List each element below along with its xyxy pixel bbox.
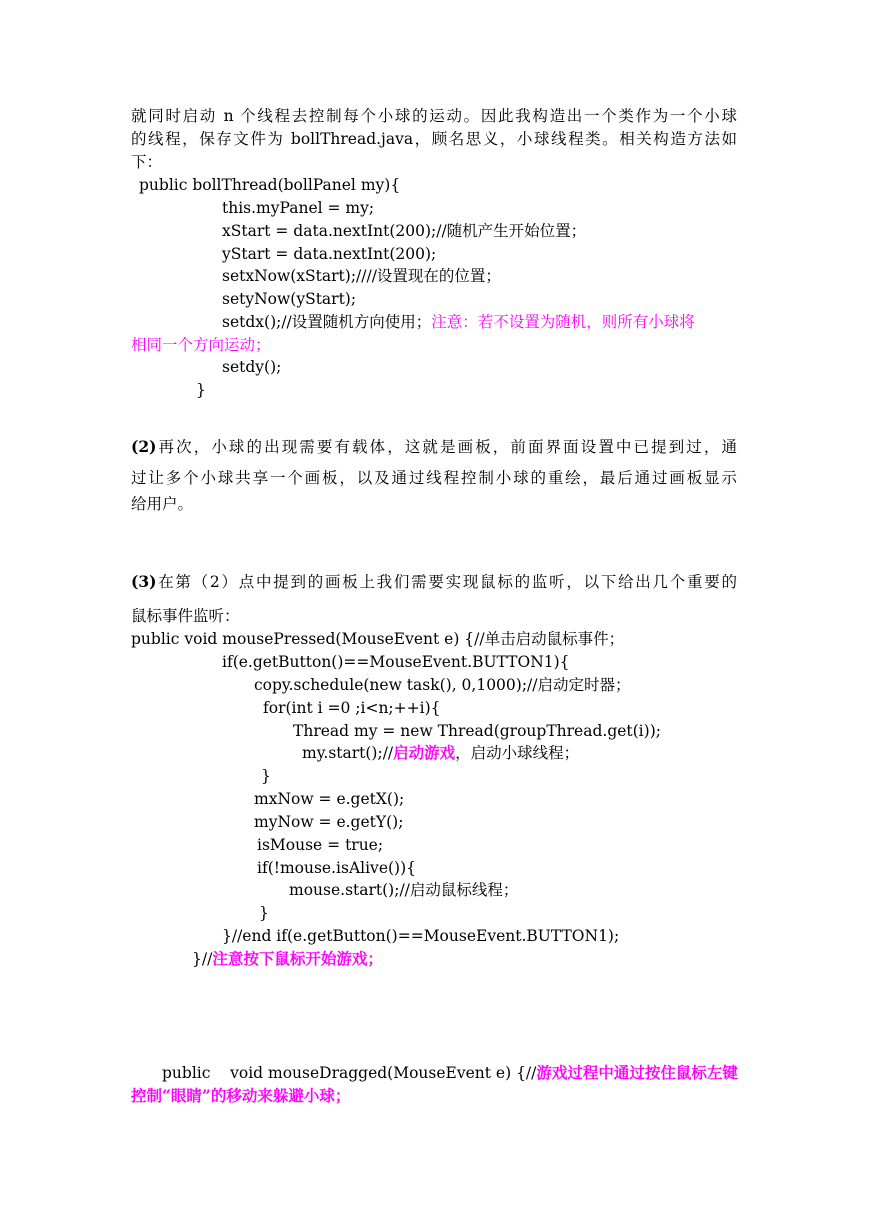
code-text: }// <box>192 950 213 968</box>
paragraph-2-line-3: 给用户。 <box>131 495 194 513</box>
code-text: ，启动小球线程； <box>455 744 580 762</box>
code-line-with-note <box>302 742 579 764</box>
code-line-with-note <box>222 311 695 333</box>
code-line: Thread my = new Thread(groupThread.get(i)); <box>293 722 661 740</box>
code-line-with-note <box>192 948 383 970</box>
code-text: my.start();// <box>302 744 394 762</box>
code-text: setdx();//设置随机方向使用； <box>222 313 432 331</box>
intro-line-1: 就同时启动 n 个线程去控制每个小球的运动。因此我构造出一个类作为一个小球 <box>131 107 737 125</box>
highlight-note-continued: 相同一个方向运动； <box>131 336 271 354</box>
highlight-note: 注意：若不设置为随机，则所有小球将 <box>431 313 695 331</box>
code-line: yStart = data.nextInt(200); <box>222 245 437 263</box>
code-line: this.myPanel = my; <box>222 199 375 217</box>
code-line: }//end if(e.getButton()==MouseEvent.BUTTON1); <box>222 927 620 945</box>
code-mousedragged-signature <box>162 1062 738 1084</box>
paragraph-number: (2) <box>131 437 157 456</box>
highlight-note: 注意按下鼠标开始游戏； <box>212 949 383 968</box>
paragraph-text: 再次，小球的出现需要有载体，这就是画板，前面界面设置中已提到过，通 <box>156 438 737 456</box>
intro-line-2: 的线程，保存文件为 bollThread.java，顾名思义，小球线程类。相关构造方法如 <box>131 130 737 148</box>
paragraph-3-line-1 <box>131 571 737 593</box>
paragraph-3-line-2: 鼠标事件监听： <box>131 607 240 625</box>
code-line: copy.schedule(new task(), 0,1000);//启动定时器； <box>254 676 631 694</box>
highlight-note: 启动游戏 <box>393 743 456 762</box>
code-line: setdy(); <box>222 358 282 376</box>
code-line: if(!mouse.isAlive()){ <box>257 859 416 877</box>
code-line: xStart = data.nextInt(200);//随机产生开始位置； <box>222 222 587 240</box>
code-line: myNow = e.getY(); <box>254 813 404 831</box>
code-line: mxNow = e.getX(); <box>254 790 405 808</box>
paragraph-number: (3) <box>131 572 157 591</box>
highlight-note: 游戏过程中通过按住鼠标左键 <box>536 1063 738 1082</box>
paragraph-text: 在第（2）点中提到的画板上我们需要实现鼠标的监听，以下给出几个重要的 <box>156 573 737 591</box>
code-line: for(int i =0 ;i<n;++i){ <box>263 699 441 717</box>
code-line: isMouse = true; <box>257 836 384 854</box>
code-line: setxNow(xStart);////设置现在的位置； <box>222 267 501 285</box>
code-mousepressed-signature: public void mousePressed(MouseEvent e) {//单击启动鼠标事件； <box>131 630 625 648</box>
code-line: if(e.getButton()==MouseEvent.BUTTON1){ <box>222 653 570 671</box>
code-constructor-signature: public bollThread(bollPanel my){ <box>139 176 401 194</box>
code-text: public void mouseDragged(MouseEvent e) {// <box>162 1064 537 1082</box>
paragraph-2-line-2: 过让多个小球共享一个画板，以及通过线程控制小球的重绘，最后通过画板显示 <box>131 469 737 487</box>
code-closing-brace: } <box>261 767 271 785</box>
code-line: setyNow(yStart); <box>222 290 357 308</box>
code-closing-brace: } <box>196 381 206 399</box>
highlight-note-continued: 控制“眼睛”的移动来躲避小球； <box>131 1086 351 1105</box>
code-line: mouse.start();//启动鼠标线程； <box>289 881 519 899</box>
intro-line-3: 下： <box>131 153 163 171</box>
code-closing-brace: } <box>259 904 269 922</box>
paragraph-2-line-1 <box>131 436 737 458</box>
